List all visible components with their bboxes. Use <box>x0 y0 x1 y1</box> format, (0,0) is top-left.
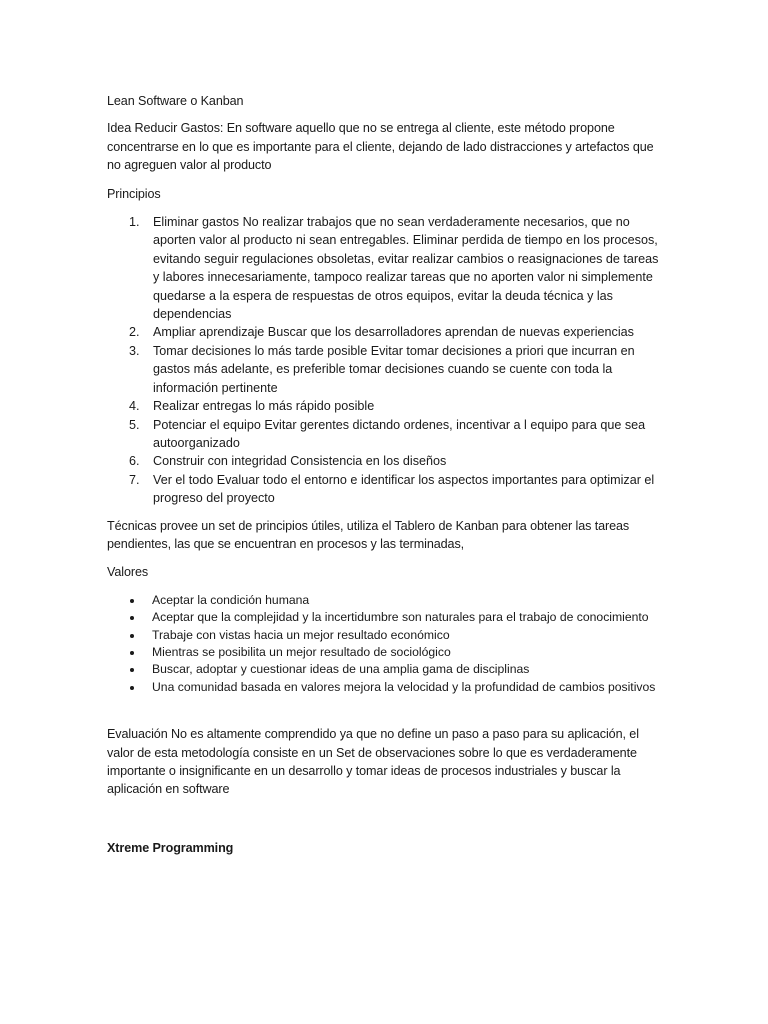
item-number: 4. <box>129 399 140 414</box>
valor-item <box>107 627 667 644</box>
document-page <box>107 92 667 867</box>
valores-heading: Valores <box>107 565 149 580</box>
section-title: Lean Software o Kanban <box>107 94 244 108</box>
valores-list <box>107 592 667 696</box>
principio-item <box>107 323 667 341</box>
bullet-icon <box>130 668 134 672</box>
item-text: Aceptar la condición humana <box>152 592 310 607</box>
valor-item <box>107 661 667 678</box>
item-number: 6. <box>129 454 140 469</box>
bullet-icon <box>130 634 134 638</box>
spacer <box>107 705 667 725</box>
item-text: Realizar entregas lo más rápido posible <box>153 399 375 414</box>
item-text: Trabaje con vistas hacia un mejor resultado económico <box>152 627 450 642</box>
principio-item <box>107 213 667 323</box>
principio-item <box>107 471 667 508</box>
valor-item <box>107 679 667 696</box>
principio-item <box>107 342 667 397</box>
item-number: 7. <box>129 472 140 487</box>
item-number: 5. <box>129 417 140 432</box>
principios-list <box>107 213 667 508</box>
bullet-icon <box>130 616 134 620</box>
item-text: Ampliar aprendizaje Buscar que los desarrolladores aprendan de nuevas experiencias <box>153 325 634 340</box>
item-text: Aceptar que la complejidad y la incertidumbre son naturales para el trabajo de conocimiento <box>152 610 649 625</box>
principios-heading: Principios <box>107 186 161 201</box>
bullet-icon <box>130 686 134 690</box>
item-number: 1. <box>129 215 140 230</box>
item-text: Una comunidad basada en valores mejora la velocidad y la profundidad de cambios positivos <box>152 679 656 694</box>
bullet-icon <box>130 651 134 655</box>
item-number: 2. <box>129 325 140 340</box>
bullet-icon <box>130 599 134 603</box>
principio-item <box>107 397 667 415</box>
valor-item <box>107 592 667 609</box>
item-number: 3. <box>129 343 140 358</box>
idea-paragraph: Idea Reducir Gastos: En software aquello que no se entrega al cliente, este método propone concentrarse en lo que es importante para el cliente, dejando de lado distracciones y artefactos que no agreguen valor al producto <box>107 121 654 173</box>
item-text: Mientras se posibilita un mejor resultado de sociológico <box>152 644 451 659</box>
xp-heading: Xtreme Programming <box>107 840 234 855</box>
item-text: Construir con integridad Consistencia en los diseños <box>153 454 447 469</box>
valor-item <box>107 644 667 661</box>
evaluacion-paragraph: Evaluación No es altamente comprendido ya que no define un paso a paso para su aplicación, el valor de esta metodología consiste en un Set de observaciones sobre lo que es verdaderamente importante o insignificante en un desarrollo y tomar ideas de procesos industriales y buscar la aplicación en software <box>107 727 639 797</box>
principio-item <box>107 416 667 453</box>
spacer <box>107 809 667 839</box>
tecnicas-paragraph: Técnicas provee un set de principios útiles, utiliza el Tablero de Kanban para obtener las tareas pendientes, las que se encuentran en procesos y las terminadas, <box>107 518 630 551</box>
item-text: Buscar, adoptar y cuestionar ideas de una amplia gama de disciplinas <box>152 662 530 677</box>
valor-item <box>107 609 667 626</box>
item-text: Ver el todo Evaluar todo el entorno e identificar los aspectos importantes para optimizar el progreso del proyecto <box>153 472 655 506</box>
item-text: Eliminar gastos No realizar trabajos que no sean verdaderamente necesarios, que no aporten valor al producto ni sean entregables. Eliminar perdida de tiempo en los procesos, evitando seguir regulaciones obsoletas, evitar realizar cambios o reasignaciones de tareas y labores innecesariamente, tampoco realizar tareas que no aporten valor ni simplemente quedarse a la espera de respuestas de otros equipos, evitar la deuda técnica y las dependencias <box>153 215 659 322</box>
principio-item <box>107 452 667 470</box>
item-text: Tomar decisiones lo más tarde posible Evitar tomar decisiones a priori que incurran en gastos más adelante, es preferible tomar decisiones cuando se cuente con toda la información pertinente <box>153 343 635 395</box>
item-text: Potenciar el equipo Evitar gerentes dictando ordenes, incentivar a l equipo para que sea autoorganizado <box>153 417 646 450</box>
